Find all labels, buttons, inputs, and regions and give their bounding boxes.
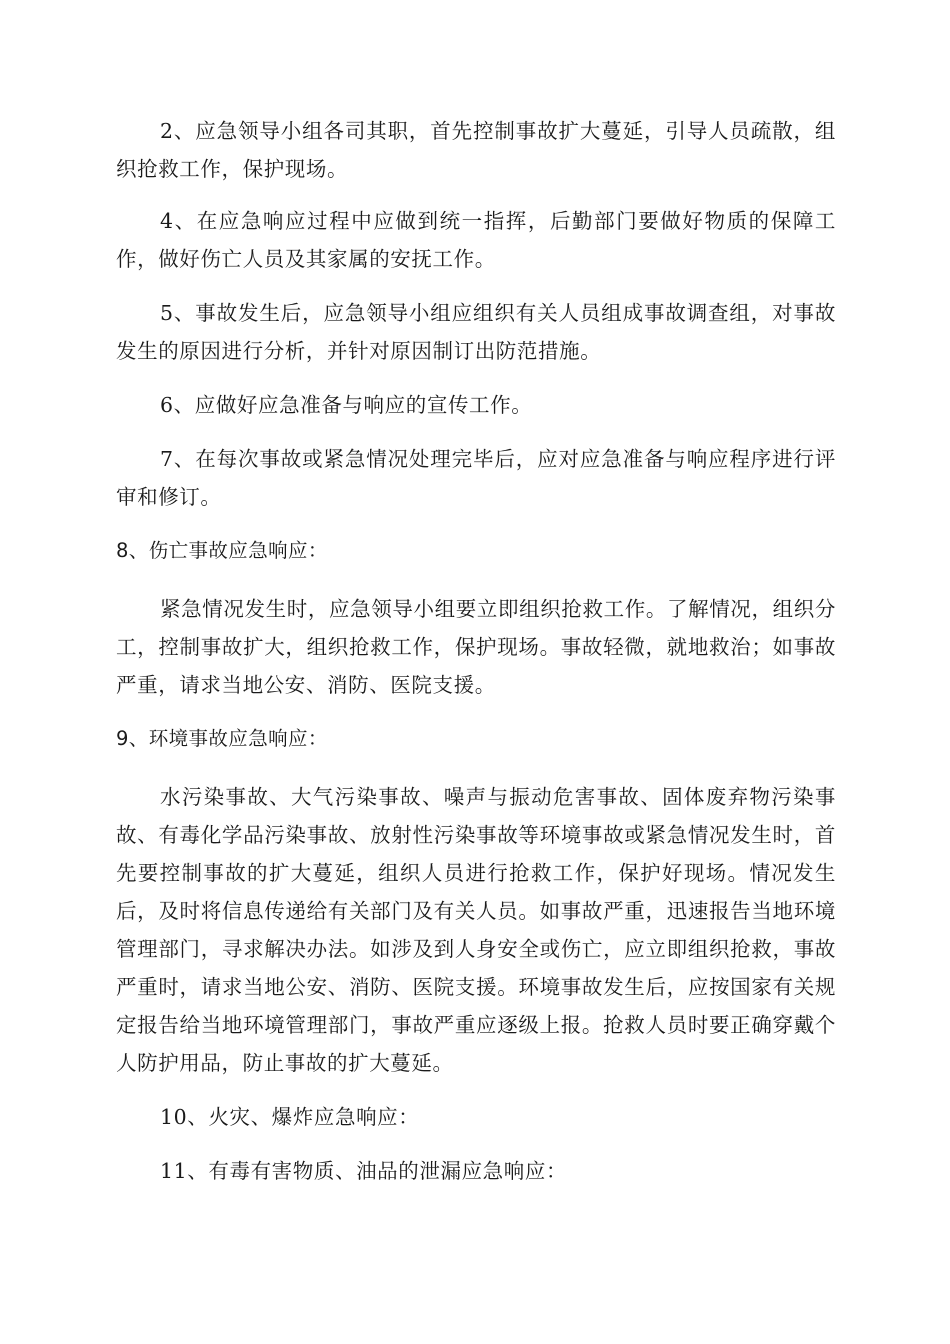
paragraph-item-2: 2、应急领导小组各司其职，首先控制事故扩大蔓延，引导人员疏散，组织抢救工作，保护现场。 — [116, 119, 836, 181]
paragraph-item-4: 4、在应急响应过程中应做到统一指挥，后勤部门要做好物质的保障工作，做好伤亡人员及其家属的安抚工作。 — [116, 209, 836, 271]
paragraph-casualty-response-body: 紧急情况发生时，应急领导小组要立即组织抢救工作。了解情况，组织分工，控制事故扩大，组织抢救工作，保护现场。事故轻微，就地救治；如事故严重，请求当地公安、消防、医院支援。 — [116, 597, 836, 697]
paragraph-item-7: 7、在每次事故或紧急情况处理完毕后，应对应急准备与响应程序进行评审和修订。 — [116, 447, 836, 509]
paragraph-environmental-response-body: 水污染事故、大气污染事故、噪声与振动危害事故、固体废弃物污染事故、有毒化学品污染事故、放射性污染事故等环境事故或紧急情况发生时，首先要控制事故的扩大蔓延，组织人员进行抢救工作，保护好现场。情况发生后，及时将信息传递给有关部门及有关人员。如事故严重，迅速报告当地环境管理部门，寻求解决办法。如涉及到人身安全或伤亡，应立即组织抢救，事故严重时，请求当地公安、消防、医院支援。环境事故发生后，应按国家有关规定报告给当地环境管理部门，事故严重应逐级上报。抢救人员时要正确穿戴个人防护用品，防止事故的扩大蔓延。 — [116, 785, 836, 1075]
paragraph-item-6: 6、应做好应急准备与响应的宣传工作。 — [160, 393, 533, 417]
section-heading-casualty-response: 8、伤亡事故应急响应： — [116, 539, 328, 562]
paragraph-item-10: 10、火灾、爆炸应急响应： — [160, 1105, 420, 1129]
paragraph-item-11: 11、有毒有害物质、油品的泄漏应急响应： — [160, 1159, 568, 1183]
section-heading-environmental-response: 9、环境事故应急响应： — [116, 727, 328, 750]
paragraph-item-5: 5、事故发生后，应急领导小组应组织有关人员组成事故调查组，对事故发生的原因进行分析，并针对原因制订出防范措施。 — [116, 301, 836, 363]
